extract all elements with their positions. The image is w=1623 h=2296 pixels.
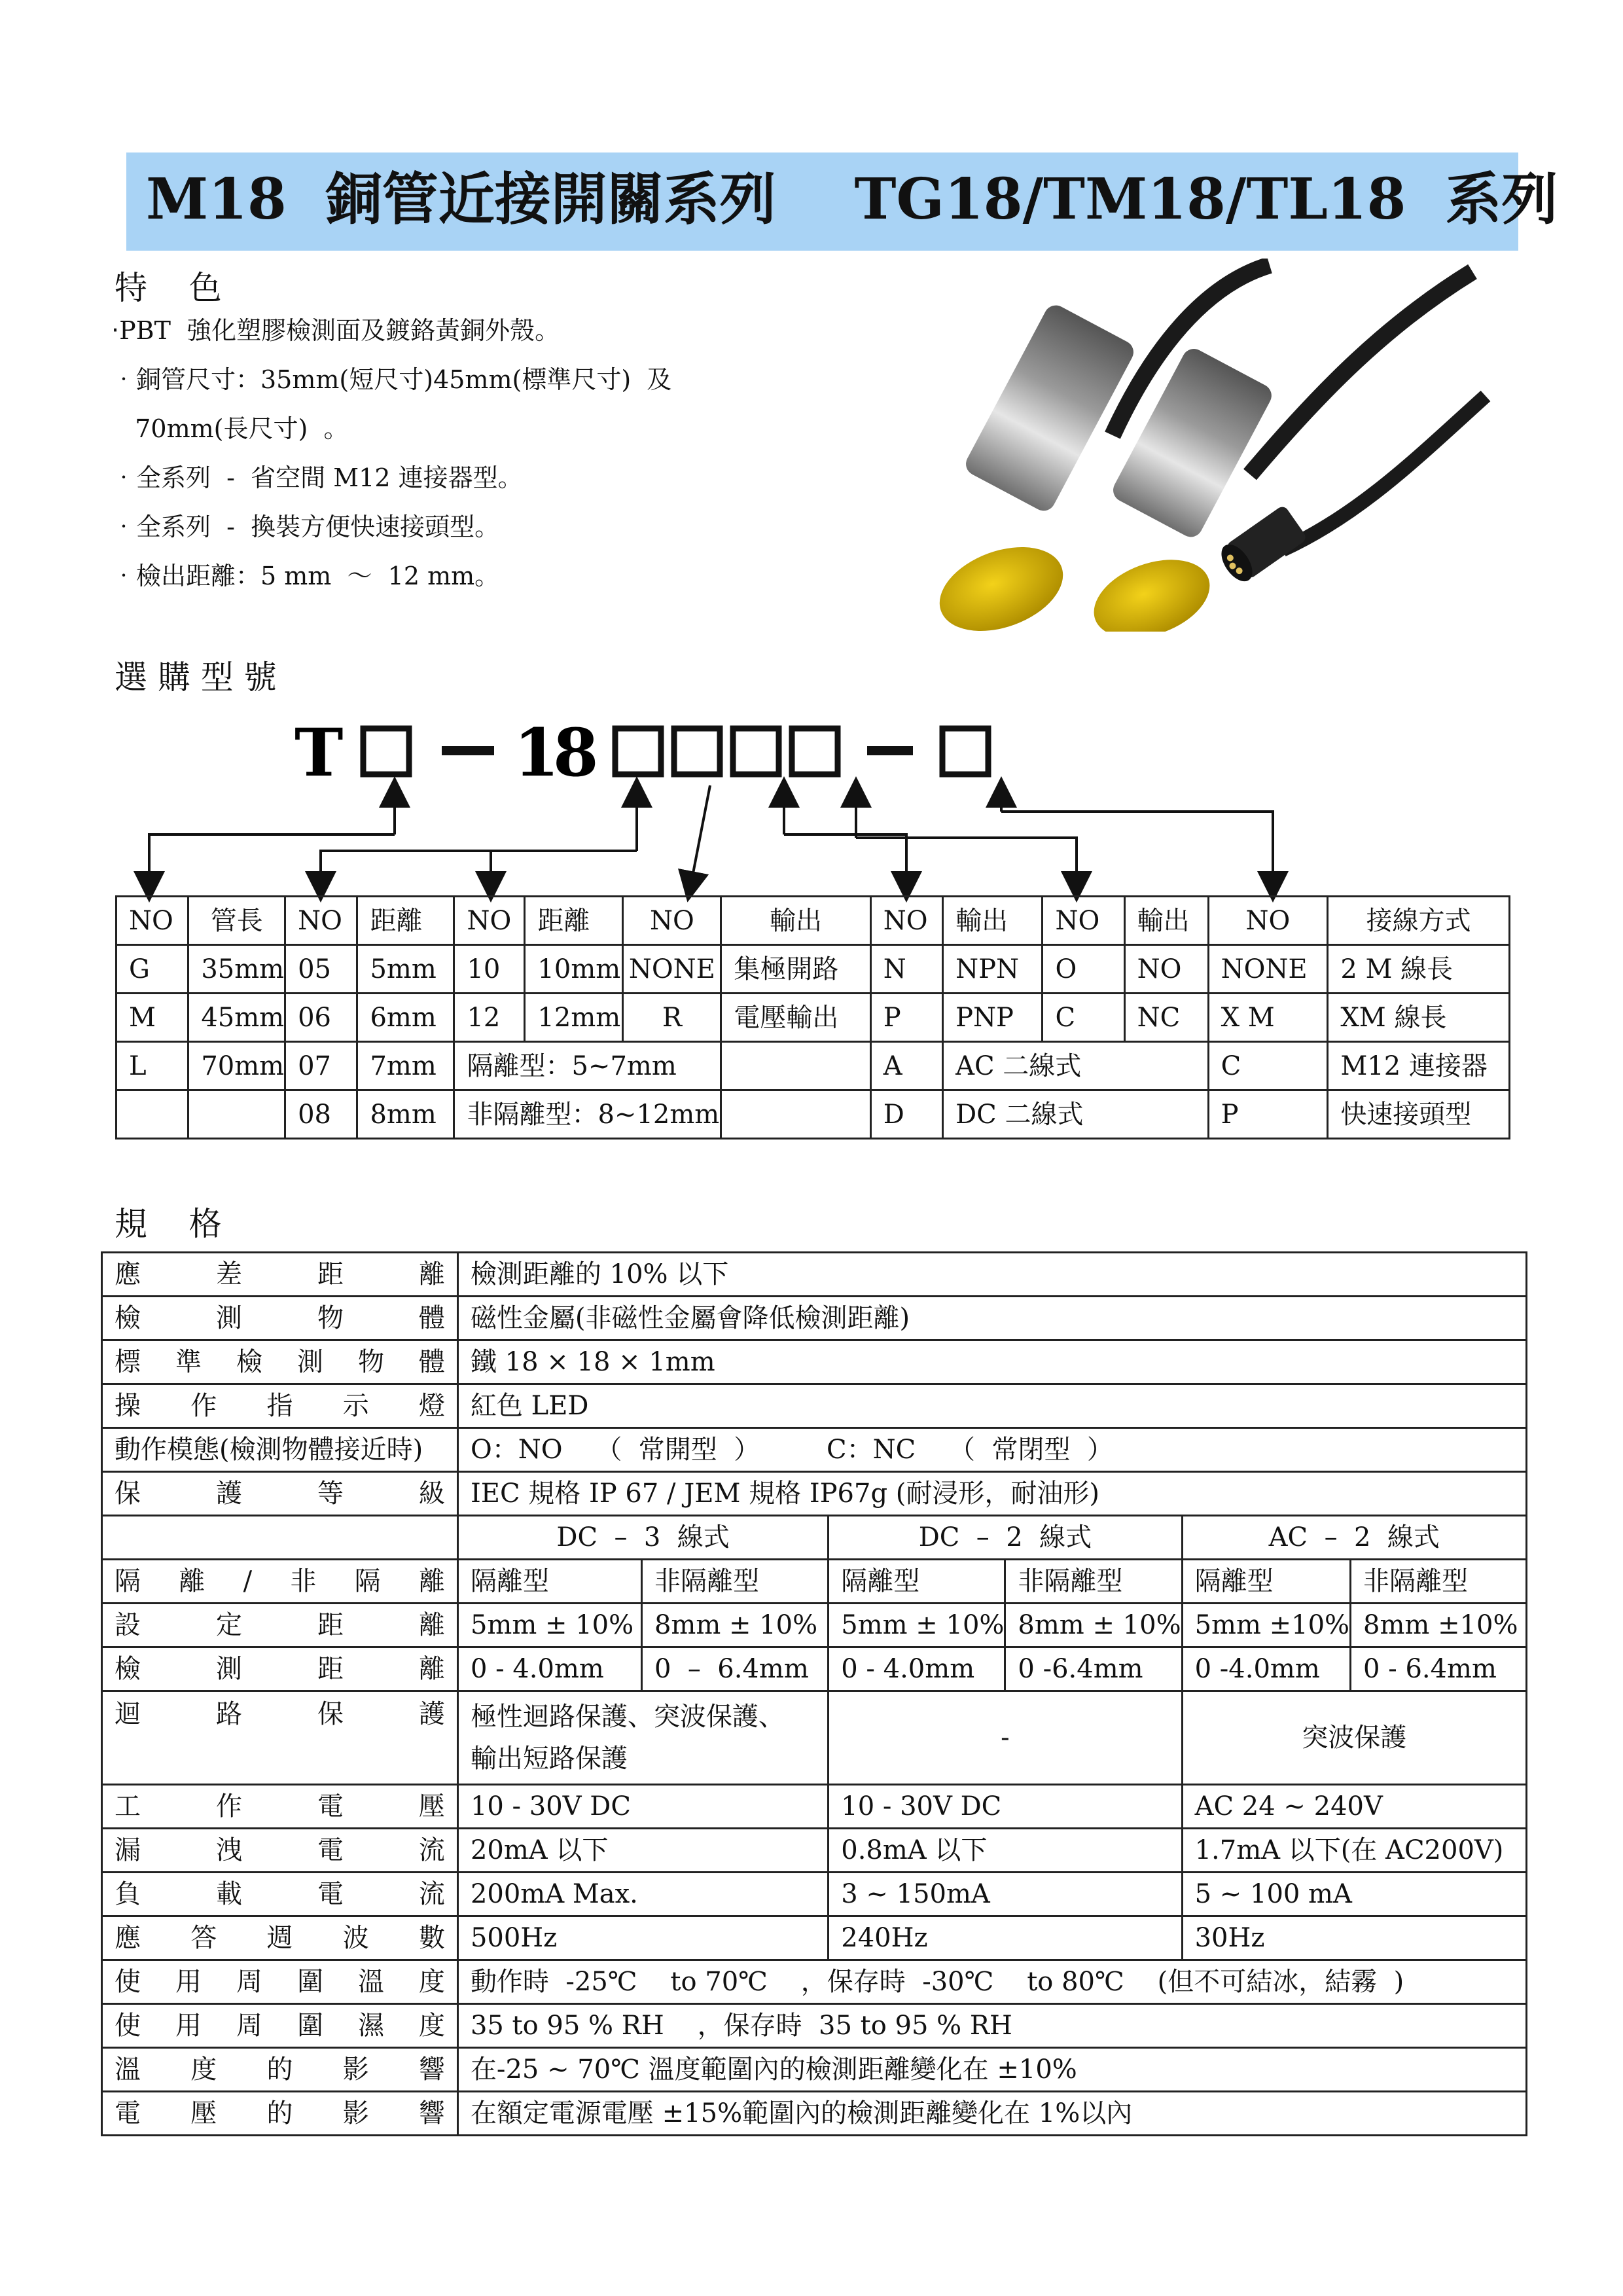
spec-value: 突波保護 [1182,1691,1526,1785]
cell [721,1090,870,1139]
cell: P [1208,1090,1328,1139]
spec-value: AC 24 ~ 240V [1182,1785,1526,1829]
specs-heading: 規 格 [115,1205,222,1243]
group-ac2: AC – 2 線式 [1182,1516,1526,1560]
cell: 2 M 線長 [1328,945,1510,994]
cell: PNP [943,994,1043,1042]
spec-value: 0 -4.0mm [1182,1647,1350,1691]
spec-value: 0 - 4.0mm [457,1647,641,1691]
spec-group-header [102,1516,1527,1560]
cell: O [1043,945,1124,994]
spec-value: 0.8mA 以下 [829,1829,1182,1873]
cell: L [116,1042,188,1090]
cell: 7mm [357,1042,454,1090]
spec-value: 0 -6.4mm [1005,1647,1182,1691]
cell: M12 連接器 [1328,1042,1510,1090]
code-8: 8 [553,714,599,789]
spec-row [102,2004,1527,2048]
cell: 05 [285,945,357,994]
cell: M [116,994,188,1042]
cell: NO [623,897,721,945]
spec-value: 10 - 30V DC [457,1785,828,1829]
spec-value: 隔離型 [457,1560,641,1604]
spec-value: 鐵 18 × 18 × 1mm [457,1340,1526,1384]
cell: NO [285,897,357,945]
cell: 07 [285,1042,357,1090]
cell: NO [1208,897,1328,945]
spec-value: 3 ~ 150mA [829,1873,1182,1916]
spec-label [102,1516,458,1560]
cell: NO [1043,897,1124,945]
feature-item-4: ‧全系列 - 省空間 M12 連接器型。 [111,463,523,492]
spec-value: 1.7mA 以下(在 AC200V) [1182,1829,1526,1873]
model-table-row [116,1042,1510,1090]
ordering-heading: 選 購 型 號 [115,658,277,696]
cell: 10mm [525,945,623,994]
cell: NONE [623,945,721,994]
feature-item-2: ‧銅管尺寸：35mm(短尺寸)45mm(標準尺寸) 及 [111,365,672,394]
code-1: 1 [514,714,560,789]
spec-value [457,1691,828,1785]
spec-value: 5 ~ 100 mA [1182,1873,1526,1916]
spec-value: 35 to 95 % RH ，保存時 35 to 95 % RH [457,2004,1526,2048]
spec-label: 使 用 周 圍 溫 度 [102,1960,458,2004]
cell: 06 [285,994,357,1042]
cell: 6mm [357,994,454,1042]
feature-item-1: ‧PBT 強化塑膠檢測面及鍍鉻黃銅外殼。 [111,316,560,345]
cell: A [870,1042,942,1090]
spec-table [101,1251,1527,2136]
spec-label: 操 作 指 示 燈 [102,1384,458,1428]
cell: G [116,945,188,994]
spec-label: 標 準 檢 測 物 體 [102,1340,458,1384]
spec-row [102,1873,1527,1916]
spec-row [102,1472,1527,1516]
spec-label: 使 用 周 圍 濕 度 [102,2004,458,2048]
group-dc2: DC – 2 線式 [829,1516,1182,1560]
cell: 輸出 [943,897,1043,945]
spec-row [102,1785,1527,1829]
cell: C [1043,994,1124,1042]
spec-value: 0 – 6.4mm [641,1647,828,1691]
cell: NC [1124,994,1208,1042]
spec-label: 迴 路 保 護 [102,1691,458,1785]
cell: DC 二線式 [943,1090,1209,1139]
cell: NO [454,897,525,945]
feature-item-6: ‧檢出距離：5 mm ～ 12 mm。 [111,562,500,590]
spec-label: 負 載 電 流 [102,1873,458,1916]
spec-row [102,1960,1527,2004]
spec-row [102,2092,1527,2136]
cell: NO [1124,945,1208,994]
spec-value: 隔離型 [829,1560,1005,1604]
spec-value: 磁性金屬(非磁性金屬會降低檢測距離) [457,1297,1526,1340]
cell: 電壓輸出 [721,994,870,1042]
spec-label: 應 差 距 離 [102,1253,458,1297]
spec-value: 0 - 6.4mm [1351,1647,1527,1691]
spec-value: IEC 規格 IP 67 / JEM 規格 IP67g (耐浸形，耐油形) [457,1472,1526,1516]
spec-label: 應 答 週 波 數 [102,1916,458,1960]
spec-row [102,1647,1527,1691]
spec-value: 20mA 以下 [457,1829,828,1873]
cell: 8mm [357,1090,454,1139]
features-heading: 特 色 [115,269,222,307]
cell [116,1090,188,1139]
spec-value: 動作時 -25℃ to 70℃ ，保存時 -30℃ to 80℃ (但不可結冰，結霧 ) [457,1960,1526,2004]
cell: NONE [1208,945,1328,994]
feature-item-5: ‧全系列 - 換裝方便快速接頭型。 [111,512,500,541]
spec-row [102,1253,1527,1297]
cell: NPN [943,945,1043,994]
cell: 12 [454,994,525,1042]
spec-value: 10 - 30V DC [829,1785,1182,1829]
spec-label: 溫 度 的 影 響 [102,2048,458,2092]
cell: 08 [285,1090,357,1139]
spec-row [102,1297,1527,1340]
spec-value: 8mm ± 10% [641,1604,828,1647]
cell: 接線方式 [1328,897,1510,945]
spec-label: 設 定 距 離 [102,1604,458,1647]
cell: C [1208,1042,1328,1090]
spec-row [102,1604,1527,1647]
cell: 距離 [357,897,454,945]
cell: XM 線長 [1328,994,1510,1042]
spec-row [102,1916,1527,1960]
spec-value: 紅色 LED [457,1384,1526,1428]
spec-label: 工 作 電 壓 [102,1785,458,1829]
spec-value: 隔離型 [1182,1560,1350,1604]
model-table [115,895,1510,1139]
spec-value: 非隔離型 [641,1560,828,1604]
model-table-row [116,994,1510,1042]
cell: 70mm [188,1042,285,1090]
cell [188,1090,285,1139]
spec-label: 隔 離 / 非 隔 離 [102,1560,458,1604]
spec-row [102,1691,1527,1785]
spec-label: 漏 洩 電 流 [102,1829,458,1873]
spec-label: 動作模態(檢測物體接近時) [102,1428,458,1472]
spec-label: 檢 測 物 體 [102,1297,458,1340]
protection-line-1: 極性迴路保護、突波保護、 [470,1702,785,1732]
cell: 非隔離型：8~12mm [454,1090,721,1139]
cell: X M [1208,994,1328,1042]
spec-row [102,1340,1527,1384]
cell: 輸出 [1124,897,1208,945]
spec-value: 30Hz [1182,1916,1526,1960]
cell: R [623,994,721,1042]
cell: AC 二線式 [943,1042,1209,1090]
model-table-header [116,897,1510,945]
feature-item-3: 70mm(長尺寸) 。 [111,414,349,443]
cell: 快速接頭型 [1328,1090,1510,1139]
spec-value: 5mm ±10% [1182,1604,1350,1647]
spec-value: 非隔離型 [1005,1560,1182,1604]
protection-line-2: 輸出短路保護 [470,1744,628,1774]
cell: 45mm [188,994,285,1042]
spec-value: 在額定電源電壓 ±15%範圍內的檢測距離變化在 1%以內 [457,2092,1526,2136]
page-title: M18 銅管近接開關系列 TG18/TM18/TL18 系列 [146,166,1558,232]
model-table-row [116,1090,1510,1139]
spec-label: 保 護 等 級 [102,1472,458,1516]
spec-value: 5mm ± 10% [457,1604,641,1647]
spec-value: 在-25 ~ 70℃ 溫度範圍內的檢測距離變化在 ±10% [457,2048,1526,2092]
spec-label: 電 壓 的 影 響 [102,2092,458,2136]
spec-value: - [829,1691,1182,1785]
cell: 集極開路 [721,945,870,994]
spec-value: 非隔離型 [1351,1560,1527,1604]
cell: 管長 [188,897,285,945]
spec-value: 檢測距離的 10% 以下 [457,1253,1526,1297]
spec-label: 檢 測 距 離 [102,1647,458,1691]
spec-value: O：NO （ 常開型 ） C：NC （ 常閉型 ） [457,1428,1526,1472]
spec-value: 240Hz [829,1916,1182,1960]
cell [721,1042,870,1090]
cell: 12mm [525,994,623,1042]
cell: 隔離型：5~7mm [454,1042,721,1090]
code-T: T [294,714,344,789]
cell: 35mm [188,945,285,994]
cell: P [870,994,942,1042]
spec-value: 5mm ± 10% [829,1604,1005,1647]
spec-value: 500Hz [457,1916,828,1960]
spec-row [102,1428,1527,1472]
cell: 5mm [357,945,454,994]
spec-row [102,1384,1527,1428]
cell: 10 [454,945,525,994]
spec-value: 8mm ±10% [1351,1604,1527,1647]
cell: N [870,945,942,994]
spec-row [102,1829,1527,1873]
cell: NO [870,897,942,945]
spec-row [102,2048,1527,2092]
group-dc3: DC – 3 線式 [457,1516,828,1560]
cell: D [870,1090,942,1139]
cell: NO [116,897,188,945]
spec-row [102,1560,1527,1604]
model-table-row [116,945,1510,994]
code-arrows [0,0,1623,903]
spec-value: 200mA Max. [457,1873,828,1916]
cell: 輸出 [721,897,870,945]
spec-value: 8mm ± 10% [1005,1604,1182,1647]
cell: 距離 [525,897,623,945]
spec-value: 0 - 4.0mm [829,1647,1005,1691]
